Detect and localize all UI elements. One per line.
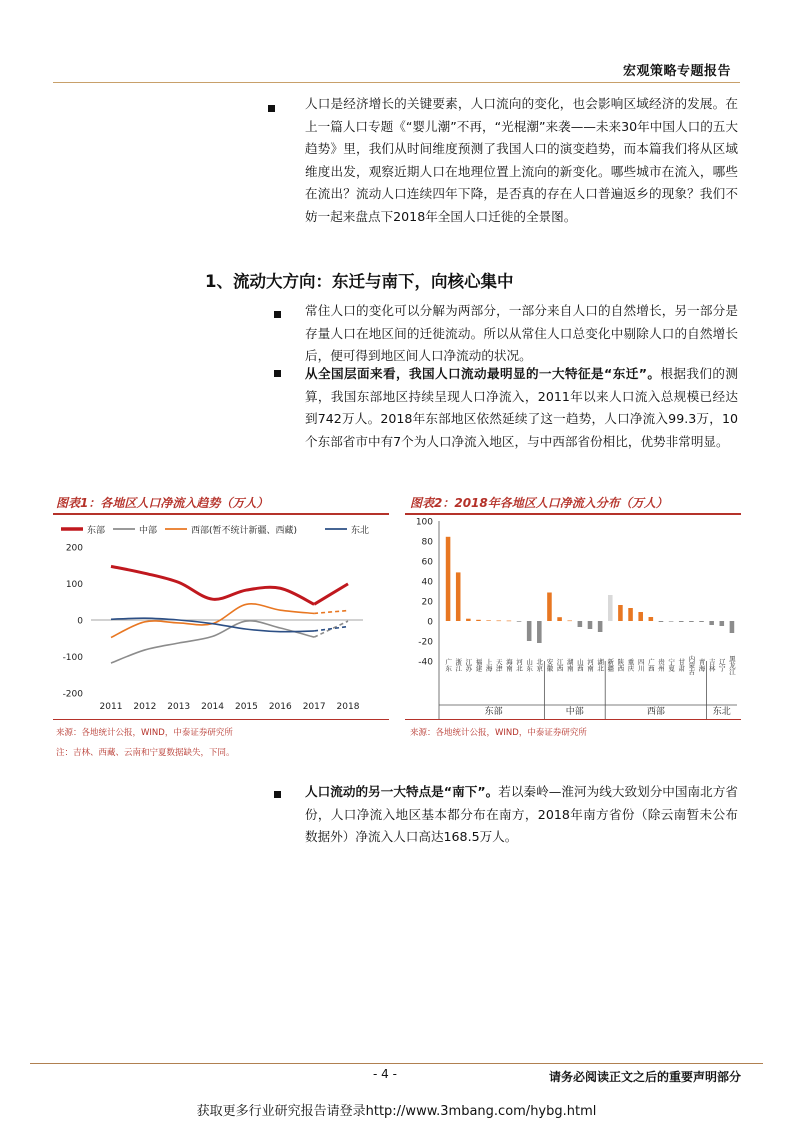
group-label-1: 东部	[484, 707, 503, 717]
figure2-source: 来源：各地统计公报，WIND，中泰证券研究所	[410, 728, 587, 738]
group-label-3: 西部	[646, 707, 665, 717]
footer-divider	[30, 1063, 763, 1064]
x-tick-label: 2017	[302, 702, 326, 712]
bar-上海	[486, 620, 491, 621]
disclaimer-note: 请务必阅读正文之后的重要声明部分	[548, 1070, 741, 1084]
y-tick-label: 0	[77, 616, 83, 627]
bar-江西	[557, 617, 562, 621]
bar-新疆	[608, 595, 613, 621]
category-label-福建: 福建	[474, 658, 483, 672]
legend-label-2: 中部	[139, 526, 158, 536]
paragraph-south-migration	[305, 781, 738, 849]
figure2-bottom-rule	[405, 719, 741, 720]
legend-label-4: 东北	[351, 526, 370, 536]
bar-辽宁	[720, 621, 725, 626]
y-tick-label: 0	[427, 617, 433, 628]
bar-安徽	[547, 593, 552, 622]
category-label-重庆: 重庆	[626, 658, 635, 672]
y-tick-label: 100	[65, 580, 83, 590]
series-line-2018-segment-1	[314, 584, 348, 604]
bar-重庆	[628, 608, 633, 621]
category-label-山东: 山东	[525, 658, 534, 672]
bullet-icon	[268, 105, 275, 112]
figure1-bottom-rule	[53, 719, 389, 720]
category-label-江苏: 江苏	[464, 658, 473, 672]
east-migration-text: 根据我们的测算，我国东部地区持续呈现人口净流入，2011年以来人口流入总规模已经达到742万人。2018年东部地区依然延续了这一趋势，人口净流入99.3万，10个东部省市中有7个为人口净流入地区，与中西部省份相比，优势非常明显。	[305, 366, 739, 449]
south-migration-highlight: 人口流动的另一大特点是“南下”。	[305, 784, 499, 799]
category-label-陕西: 陕西	[616, 658, 625, 672]
y-tick-label: -200	[62, 689, 83, 700]
bullet-icon	[274, 311, 281, 318]
category-label-吉林: 吉林	[707, 658, 716, 672]
bar-河南	[588, 621, 593, 629]
more-reports-link[interactable]: 获取更多行业研究报告请登录http://www.3mbang.com/hybg.html	[196, 1104, 597, 1119]
bar-宁夏	[669, 621, 674, 622]
bar-广东	[446, 537, 451, 621]
y-tick-label: 40	[421, 577, 433, 588]
bar-山西	[578, 621, 583, 627]
x-tick-label: 2011	[99, 702, 123, 712]
bar-河北	[517, 621, 522, 622]
figure2-bar-chart	[405, 514, 741, 720]
bar-吉林	[709, 621, 714, 625]
bar-广西	[649, 617, 654, 621]
x-tick-label: 2012	[133, 702, 157, 712]
south-migration-text: 若以秦岭—淮河为线大致划分中国南北方省份，人口净流入地区基本都分布在南方，2018年南方省份（除云南暂未公布数据外）净流入人口高达168.5万人。	[305, 784, 738, 844]
bar-陕西	[618, 605, 623, 621]
bullet-icon	[274, 370, 281, 377]
figure1-source: 来源：各地统计公报，WIND，中泰证券研究所	[56, 728, 233, 738]
bar-海南	[507, 621, 512, 622]
series-line-2018-segment-4	[314, 627, 348, 631]
category-label-湖北: 湖北	[596, 658, 605, 672]
y-tick-label: -40	[418, 657, 433, 668]
category-label-北京: 北京	[535, 658, 544, 672]
y-tick-label: 60	[421, 557, 433, 568]
report-type-title: 宏观策略专题报告	[622, 64, 731, 79]
bar-贵州	[659, 621, 664, 622]
category-label-上海: 上海	[484, 658, 493, 672]
bar-黑龙江	[730, 621, 735, 633]
header-divider	[53, 82, 740, 83]
bar-湖南	[567, 621, 572, 622]
bar-湖北	[598, 621, 603, 632]
category-label-湖南: 湖南	[565, 658, 574, 672]
y-tick-label: -100	[62, 653, 83, 663]
bar-福建	[476, 620, 481, 621]
x-tick-label: 2016	[268, 702, 292, 712]
bar-青海	[699, 621, 704, 622]
figure1-rule	[53, 513, 389, 515]
x-tick-label: 2018	[336, 702, 360, 712]
category-label-山西: 山西	[575, 658, 584, 672]
figure1-title: 图表1：各地区人口净流入趋势（万人）	[56, 496, 269, 510]
bar-北京	[537, 621, 542, 643]
category-label-四川: 四川	[636, 658, 645, 672]
category-label-江西: 江西	[555, 658, 564, 672]
series-line-2	[111, 621, 314, 663]
bar-浙江	[456, 572, 461, 621]
group-label-4: 东北	[712, 707, 731, 717]
category-label-内蒙古: 内蒙古	[687, 655, 696, 675]
category-label-天津: 天津	[494, 658, 503, 672]
legend-label-1: 东部	[87, 526, 106, 536]
bar-内蒙古	[689, 621, 694, 622]
series-line-2018-segment-3	[314, 611, 348, 614]
bar-山东	[527, 621, 532, 641]
category-label-广东: 广东	[444, 658, 453, 672]
category-label-甘肃: 甘肃	[677, 658, 686, 672]
category-label-浙江: 浙江	[454, 658, 463, 672]
category-label-新疆: 新疆	[606, 658, 615, 672]
category-label-安徽: 安徽	[545, 658, 554, 672]
category-label-海南: 海南	[504, 658, 513, 672]
category-label-黑龙江: 黑龙江	[727, 655, 736, 675]
intro-paragraph: 人口是经济增长的关键要素，人口流向的变化，也会影响区域经济的发展。在上一篇人口专题《“婴儿潮”不再，“光棍潮”来袭——未来30年中国人口的五大趋势》里，我们从时间维度预测了我国人口的演变趋势，而本篇我们将从区域维度出发，观察近期人口在地理位置上流向的新变化。哪些城市在流入，哪些在流出？流动人口连续四年下降，是否真的存在人口普遍返乡的现象？我们不妨一起来盘点下2018年全国人口迁徙的全景图。	[305, 96, 738, 224]
category-label-河北: 河北	[515, 658, 524, 672]
y-tick-label: 20	[421, 597, 433, 608]
x-tick-label: 2013	[167, 702, 191, 712]
category-label-河南: 河南	[586, 658, 594, 672]
y-tick-label: 200	[65, 543, 83, 554]
legend-label-3: 西部(暂不统计新疆、西藏)	[191, 526, 298, 536]
paragraph-east-migration	[305, 363, 738, 453]
page-number: - 4 -	[373, 1067, 397, 1081]
series-line-1	[111, 566, 314, 604]
y-tick-label: 80	[421, 537, 433, 548]
x-tick-label: 2014	[201, 702, 225, 712]
category-label-辽宁: 辽宁	[717, 658, 726, 672]
figure1-line-chart	[53, 516, 389, 716]
section-heading: 1、流动大方向：东迁与南下，向核心集中	[205, 272, 514, 291]
bullet-icon	[274, 791, 281, 798]
bar-甘肃	[679, 621, 684, 622]
category-label-广西: 广西	[646, 658, 655, 672]
category-label-贵州: 贵州	[656, 658, 665, 672]
bar-天津	[496, 621, 501, 622]
figure1-note: 注：吉林、西藏、云南和宁夏数据缺失，下同。	[56, 748, 235, 758]
bar-江苏	[466, 619, 471, 621]
y-tick-label: -20	[418, 637, 433, 648]
bar-四川	[638, 612, 643, 621]
east-migration-highlight: 从全国层面来看，我国人口流动最明显的一大特征是“东迁”。	[305, 366, 661, 381]
category-label-宁夏: 宁夏	[667, 658, 676, 672]
paragraph-population-change: 常住人口的变化可以分解为两部分，一部分来自人口的自然增长，另一部分是存量人口在地区间的迁徙流动。所以从常住人口总变化中剔除人口的自然增长后，便可得到地区间人口净流动的状况。	[305, 303, 738, 363]
x-tick-label: 2015	[234, 702, 258, 712]
figure2-title: 图表2：2018年各地区人口净流入分布（万人）	[410, 496, 668, 510]
category-label-青海: 青海	[697, 658, 706, 672]
y-tick-label: 100	[415, 517, 433, 528]
group-label-2: 中部	[565, 707, 584, 717]
